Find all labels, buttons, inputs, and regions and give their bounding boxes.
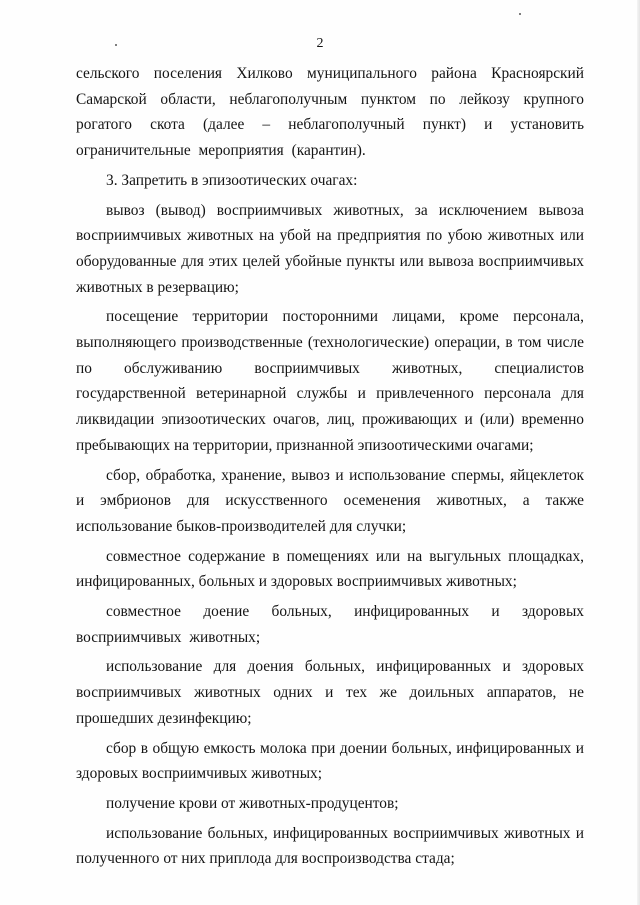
paragraph-blood-collection: получение крови от животных-продуцентов; xyxy=(106,794,399,812)
document-body xyxy=(76,61,584,872)
paragraph-item-3: 3. Запретить в эпизоотических очагах: xyxy=(106,171,358,189)
paragraph-joint-milking: совместное доение больных, инфицированных и здоровых восприимчивых животных; xyxy=(76,603,584,646)
scan-speck xyxy=(519,13,521,15)
paragraph-semen-ban: сбор, обработка, хранение, вывоз и использование спермы, яйцеклеток и эмбрионов для искусственного осеменения животных, а также использование быков-производителей для случки; xyxy=(76,466,584,535)
paragraph-export-ban: вывоз (вывод) восприимчивых животных, за исключением вывоза восприимчивых животных на убой на предприятия по убою животных или оборудованные для этих целей убойные пункты или вывоза восприимчивых животных в резервацию; xyxy=(76,201,584,296)
paragraph-joint-keeping: совместное содержание в помещениях или на выгульных площадках, инфицированных, больных и здоровых восприимчивых животных; xyxy=(76,547,584,591)
paragraph-milking-machines: использование для доения больных, инфицированных и здоровых восприимчивых животных одних и тех же доильных аппаратов, не прошедших дезинфекцию; xyxy=(76,658,584,727)
paragraph-visit-ban: посещение территории посторонними лицами, кроме персонала, выполняющего производственные (технологические) операции, в том числе по обслуживанию восприимчивых животных, специалистов государственной ветеринарной службы и привлеченного персонала для ликвидации эпизоотических очагов, лиц, проживающих и (или) временно пребывающих на территории, признанной эпизоотическими очагами; xyxy=(76,308,584,454)
paragraph-milk-collection: сбор в общую емкость молока при доении больных, инфицированных и здоровых восприимчивых животных; xyxy=(76,739,584,783)
paragraph-continuation: сельского поселения Хилково муниципального района Красноярский Самарской области, неблагополучным пунктом по лейкозу крупного рогатого скота (далее – неблагополучный пункт) и установить ограничительные мероприятия (карантин). xyxy=(76,65,584,160)
paragraph-reproduction: использование больных, инфицированных восприимчивых животных и полученного от них приплода для воспроизводства стада; xyxy=(76,824,584,868)
page-number: 2 xyxy=(316,36,324,51)
